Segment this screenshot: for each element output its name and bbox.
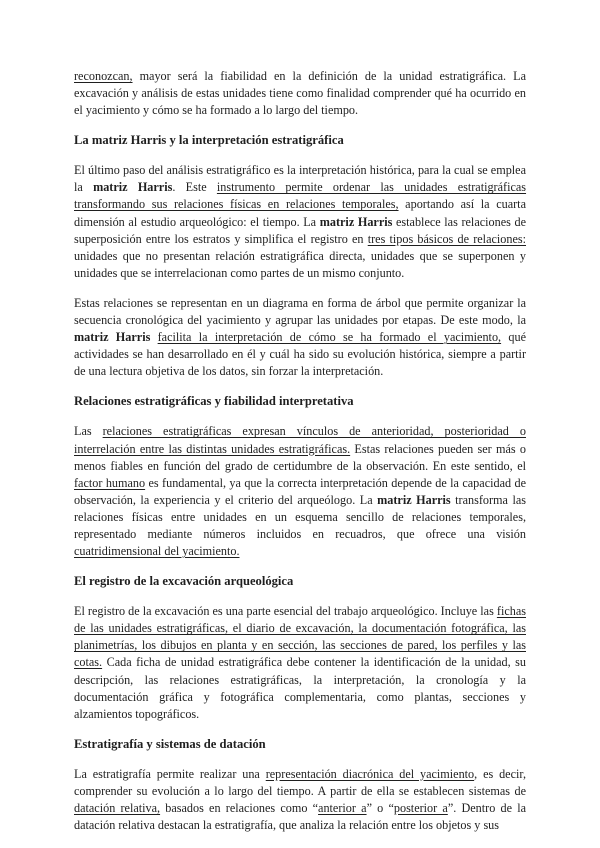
text-run: Estas relaciones pueden ser más o menos fiables en función del grado de certidumbre de la observación. En este sentido, el	[74, 441, 526, 473]
body-paragraph	[74, 423, 526, 560]
bold-term: matriz Harris	[74, 330, 151, 345]
underlined-text: tres tipos básicos de relaciones:	[367, 231, 527, 246]
text-run	[150, 330, 157, 344]
body-paragraph	[74, 162, 526, 282]
body-paragraph	[74, 68, 526, 119]
text-run: . Este	[172, 180, 217, 195]
text-run: , es decir, comprender su evolución a lo largo del tiempo. A partir de ella se establecen sistemas de	[74, 766, 526, 798]
text-run: ” o “	[366, 801, 394, 815]
document-body	[74, 68, 526, 834]
underlined-text: facilita la interpretación de cómo se ha formado el yacimiento,	[157, 330, 502, 345]
body-paragraph	[74, 766, 526, 834]
text-run: Estas relaciones se representan en un diagrama en forma de árbol que permite organizar la secuencia cronológica del yacimiento y agrupar las unidades por etapas. De este modo, la	[74, 295, 526, 328]
text-run: ”. Dentro de la datación relativa destacan la estratigrafía, que analiza la relación entre los objetos y sus	[74, 801, 527, 833]
underlined-text: factor humano	[74, 475, 146, 490]
text-run: establece las relaciones de superposición entre los estratos y simplifica el registro en	[74, 214, 526, 246]
text-run: El último paso del análisis estratigráfico es la interpretación histórica, para la cual se emplea la	[74, 163, 526, 195]
section-heading: Estratigrafía y sistemas de datación	[74, 736, 266, 751]
underlined-text: datación relativa,	[74, 801, 161, 815]
bold-term: matriz Harris	[319, 214, 393, 229]
text-run: unidades que no presentan relación estratigráfica directa, unidades que se superponen y unidades que se interrelacionan como partes de un mismo conjunto.	[74, 248, 526, 280]
text-run: Las	[74, 424, 103, 439]
section-heading: La matriz Harris y la interpretación estratigráfica	[74, 133, 344, 148]
underlined-text: anterior a	[318, 801, 367, 815]
body-paragraph	[74, 603, 526, 723]
document-section	[74, 736, 526, 834]
section-heading: El registro de la excavación arqueológica	[74, 574, 294, 589]
text-run: es fundamental, ya que la correcta interpretación depende de la capacidad de observación, la experiencia y el criterio del arqueólogo. La	[74, 475, 526, 507]
text-run: qué actividades se han desarrollado en él y cuál ha sido su evolución histórica, siempre a partir de una lectura objetiva de los datos, sin forzar la interpretación.	[74, 330, 526, 379]
underlined-text: posterior a	[393, 801, 448, 815]
underlined-text: reconozcan,	[74, 69, 133, 83]
underlined-text: fichas de las unidades estratigráficas, el diario de excavación, la documentación fotográfica, las planimetrías, los dibujos en planta y en sección, las secciones de pared, los perfiles y las cotas.	[74, 604, 526, 670]
document-section	[74, 68, 526, 119]
bold-term: matriz Harris	[93, 180, 173, 195]
text-run: mayor será la fiabilidad en la definición de la unidad estratigráfica. La excavación y análisis de estas unidades tiene como finalidad comprender qué ha ocurrido en el yacimiento y cómo se ha formado a lo largo del tiempo.	[74, 69, 526, 118]
underlined-text: representación diacrónica del yacimiento	[265, 766, 475, 781]
document-section	[74, 573, 526, 723]
text-run: La estratigrafía permite realizar una	[74, 766, 266, 781]
body-paragraph	[74, 295, 526, 380]
underlined-text: cuatridimensional del yacimiento.	[74, 544, 240, 559]
document-section	[74, 132, 526, 380]
underlined-text: instrumento permite ordenar las unidades estratigráficas transformando sus relaciones físicas en relaciones temporales,	[74, 180, 527, 212]
text-run: El registro de la excavación es una parte esencial del trabajo arqueológico. Incluye las	[74, 604, 497, 619]
text-run: Cada ficha de unidad estratigráfica debe contener la identificación de la unidad, su descripción, las relaciones estratigráficas, la interpretación, la cronología y la documentación gráfica y fotográfica complementaria, como plantas, secciones y alzamientos topográficos.	[74, 655, 526, 721]
text-run: transforma las relaciones físicas entre unidades en un esquema sencillo de relaciones temporales, representado mediante números incluidos en recuadros, que ofrece una visión	[74, 492, 526, 541]
document-section	[74, 393, 526, 560]
text-run: aportando así la cuarta dimensión al estudio arqueológico: el tiempo. La	[74, 197, 526, 229]
text-run: basados en relaciones como “	[160, 801, 319, 815]
underlined-text: relaciones estratigráficas expresan vínculos de anterioridad, posterioridad o interrelación entre las distintas unidades estratigráficas.	[74, 424, 526, 456]
bold-term: matriz Harris	[377, 492, 451, 507]
section-heading: Relaciones estratigráficas y fiabilidad interpretativa	[74, 394, 354, 409]
